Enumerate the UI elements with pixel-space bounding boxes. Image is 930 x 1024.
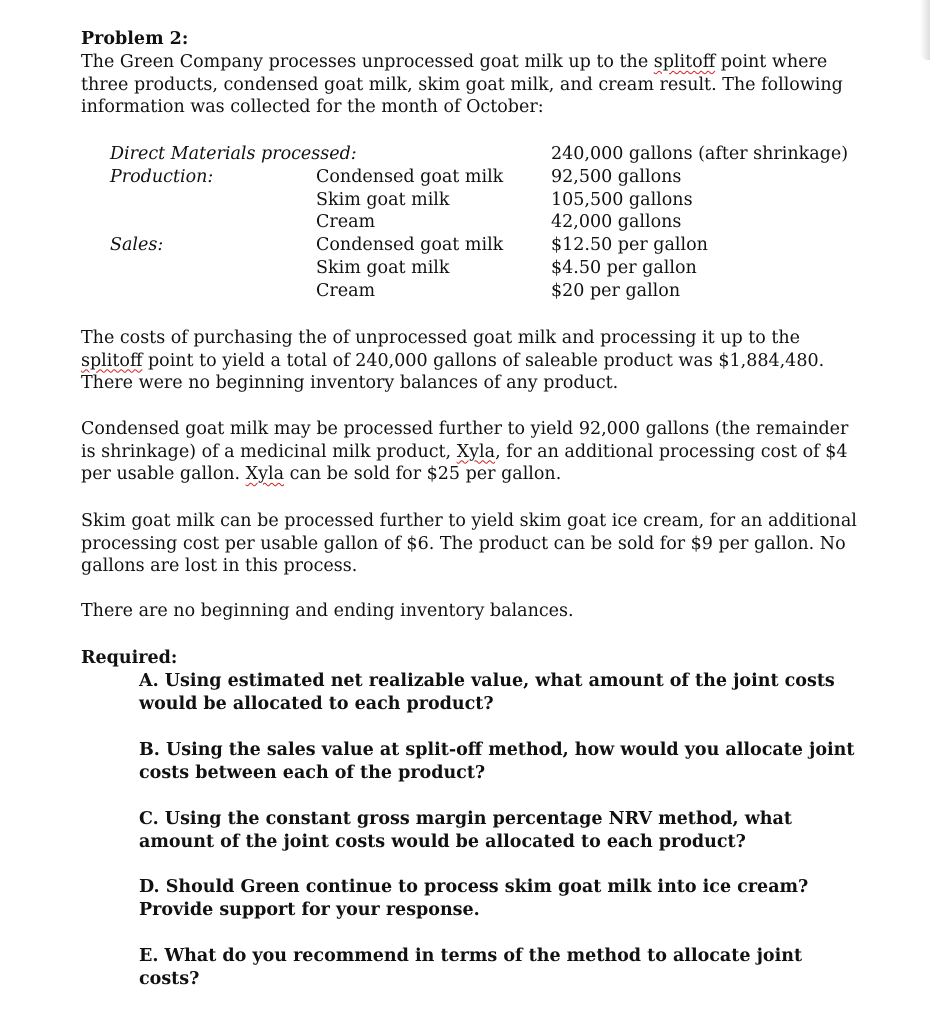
- required-item-e: E. What do you recommend in terms of the method to allocate joint costs?: [139, 946, 803, 989]
- joint-costs-paragraph: [81, 327, 861, 395]
- sales-value: $20 per gallon: [551, 281, 681, 301]
- costs-text-pre: The costs of purchasing the of unprocessed goat milk and processing it up to the: [81, 328, 801, 348]
- spellcheck-word-xyla[interactable]: Xyla: [456, 441, 496, 462]
- sales-label: Sales:: [110, 235, 164, 255]
- no-inventory-paragraph: There are no beginning and ending inventory balances.: [81, 601, 574, 621]
- costs-text-post: point to yield a total of 240,000 gallons of saleable product was $1,884,480. There were no beginning inventory balances of any product.: [81, 350, 825, 393]
- condensed-text-post: can be sold for $25 per gallon.: [284, 464, 562, 484]
- sales-product: Skim goat milk: [316, 258, 450, 278]
- spellcheck-word-splitoff[interactable]: splitoff: [81, 350, 143, 371]
- required-item-c: C. Using the constant gross margin percentage NRV method, what amount of the joint costs would be allocated to each product?: [139, 809, 792, 852]
- sales-value: $12.50 per gallon: [551, 235, 708, 255]
- direct-materials-value: 240,000 gallons (after shrinkage): [551, 144, 849, 164]
- required-item-d: D. Should Green continue to process skim goat milk into ice cream? Provide support for your response.: [139, 877, 809, 920]
- condensed-paragraph: [81, 418, 861, 486]
- sales-product: Condensed goat milk: [316, 235, 504, 255]
- production-value: 42,000 gallons: [551, 212, 682, 232]
- intro-text-pre: The Green Company processes unprocessed goat milk up to the: [81, 52, 654, 72]
- problem-title: Problem 2:: [81, 29, 189, 49]
- required-item-b: B. Using the sales value at split-off method, how would you allocate joint costs between each of the product?: [139, 740, 855, 783]
- skim-paragraph: Skim goat milk can be processed further to yield skim goat ice cream, for an additional processing cost per usable gallon of $6. The product can be sold for $9 per gallon. No gallons are lost in this process.: [81, 511, 857, 576]
- intro-paragraph: [81, 51, 861, 119]
- required-item-a: A. Using estimated net realizable value, what amount of the joint costs would be allocated to each product?: [139, 671, 835, 714]
- production-value: 105,500 gallons: [551, 190, 693, 210]
- spellcheck-word-xyla[interactable]: Xyla: [245, 464, 285, 484]
- production-value: 92,500 gallons: [551, 167, 682, 187]
- production-product: Skim goat milk: [316, 190, 450, 210]
- intro-text-post: point where three products, condensed goat milk, skim goat milk, and cream result. The following information was collected for the month of October:: [81, 52, 843, 117]
- condensed-text-pre: Condensed goat milk may be processed further to yield 92,000 gallons (the remainder is shrinkage) of a medicinal milk product,: [81, 419, 849, 462]
- production-product: Cream: [316, 212, 376, 232]
- required-label: Required:: [81, 648, 178, 668]
- condensed-text-mid: , for an additional processing cost of $4 per usable gallon.: [81, 441, 848, 484]
- production-product: Condensed goat milk: [316, 167, 504, 187]
- direct-materials-label: Direct Materials processed:: [110, 144, 357, 164]
- sales-value: $4.50 per gallon: [551, 258, 697, 278]
- spellcheck-word-splitoff[interactable]: splitoff: [653, 52, 716, 72]
- page-edge-shadow: [920, 0, 930, 60]
- sales-product: Cream: [316, 281, 376, 301]
- production-label: Production:: [110, 167, 214, 187]
